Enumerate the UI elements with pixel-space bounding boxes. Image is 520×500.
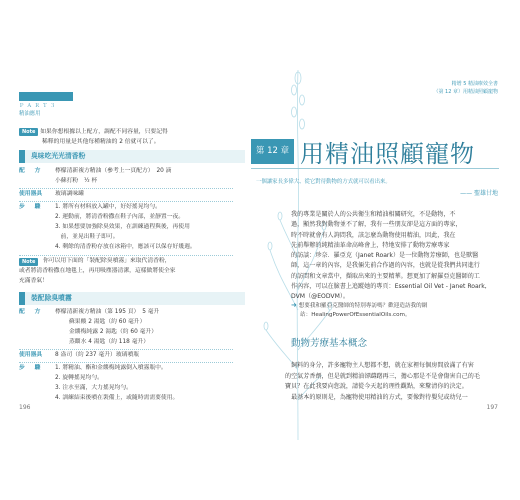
part-label-box <box>19 92 73 101</box>
step-line: 1. 將精油、酯和金縷梅純露倒入噴霧瓶中。 <box>55 365 167 371</box>
recipe-line: 檸檬清新複方精油（參考上一頁配方） 20 滴 <box>55 168 172 174</box>
note-line: 或者將清香粉撒在地毯上，再用吸塵器清潔，這樣做將使全家 <box>19 268 176 274</box>
side-question-line1: 想要我和羅亞克醫師的特別專訪嗎？歡迎造訪我的網 <box>298 303 428 309</box>
section-title-text: 裝配除臭噴霧 <box>31 294 72 302</box>
steps-label: 步 驟 <box>19 204 43 210</box>
section-title-deodorizing-spray <box>19 292 245 305</box>
body-paragraph-2 <box>285 361 499 403</box>
page-number-left: 196 <box>19 404 31 411</box>
note-text-line1: 如果你想根據以上配方，調配不同容量，只要記得 <box>40 129 168 135</box>
step-line: 4. 剩餘的清香粉存放在冰箱中，應該可以保存好幾週。 <box>55 244 196 250</box>
body-line: 飼料的身分，許多寵物主人想都不想，就在家裡每個房間放滿了有害 <box>285 362 474 369</box>
divider <box>19 362 233 363</box>
note-line: 充滿香氣！ <box>19 278 48 284</box>
chapter-rule <box>251 168 499 169</box>
body-line: 的空氣芳香劑，但是就到精油卻躊躇再三，擔心那是不是會傷害自己的毛 <box>285 372 480 380</box>
chapter-epigraph: 一個讓家長多偉大、從它對待動物的方式就可以看出來。 <box>256 179 391 185</box>
section-title-deodorizing-powder <box>19 150 245 163</box>
recipe-line: 金縷梅純露 2 湯匙（約 60 毫升） <box>69 329 157 335</box>
steps-label: 步 驟 <box>19 365 43 371</box>
section-title-text: 臭味吃光光清香粉 <box>31 152 86 160</box>
sub-heading: 動物芳療基本概念 <box>291 338 368 349</box>
note-badge: Note <box>19 258 38 266</box>
tools-label: 使用器具 <box>19 352 43 358</box>
chapter-label: 第 12 章 <box>251 139 294 164</box>
step-line: 3. 注水至滿，大力搖晃均勻。 <box>55 385 132 391</box>
epigraph-author: —— 聖雄甘地 <box>460 190 498 197</box>
step-line: 2. 運動前，將清香粉撒在鞋子內部，並靜置一夜。 <box>55 214 185 220</box>
part-label: Ｐ Ａ Ｒ Ｔ ３ <box>19 103 56 109</box>
tools-value: 玻璃調味罐 <box>55 191 84 197</box>
note-text-line2: 稀釋的用量是其他每種精油的 2 倍就可以了。 <box>42 138 160 145</box>
note-line: 你可以用下面的「裝配除臭噴霧」來取代清香粉， <box>43 258 171 264</box>
divider <box>19 188 233 189</box>
recipe-block-1 <box>19 167 233 287</box>
recipe-label: 配 方 <box>19 168 43 174</box>
step-line: 3. 如果想要加強除臭效果，在訓練過程與後，再使用 <box>55 224 190 230</box>
section-accent-bar <box>19 150 25 163</box>
divider <box>19 349 233 350</box>
body-line: 作內容，可以在臉書上追蹤她的專頁：Essential Oil Vet - Janet Roark, <box>291 283 487 291</box>
recipe-line: 檸檬清新複方精油（第 195 頁） 5 毫升 <box>55 309 160 315</box>
body-line: 最基本的原則是，為寵物使用精油的方式，要像對待嬰兒或幼兒一 <box>285 393 468 401</box>
arrow-icon: ➜ <box>291 301 297 309</box>
section-accent-bar <box>19 292 25 305</box>
chapter-title: 用精油照顧寵物 <box>300 140 475 168</box>
recipe-block-2 <box>19 308 233 418</box>
recipe-line: 小蘇打粉 ½ 杯 <box>55 178 98 184</box>
page-number-right: 197 <box>486 404 498 411</box>
body-line: 我的專業是關於人的公共衛生和精油相關研究，不是動物，不 <box>291 211 456 218</box>
running-head <box>433 81 498 96</box>
side-question <box>291 301 501 319</box>
step-line: 4. 訓練結束後噴在裝備上，或隨時需需要使用。 <box>55 395 179 401</box>
recipe-line: 蘇果酸 2 湯匙（約 60 毫升） <box>69 319 146 325</box>
recipe-line: 蒸餾水 4 湯匙（約 118 毫升） <box>69 339 150 345</box>
recipe-label: 配 方 <box>19 309 43 315</box>
side-question-line2: 站：HealingPowerOfEssentialOils.com。 <box>300 311 411 318</box>
tools-label: 使用器具 <box>19 191 43 197</box>
body-line: 的訪談：珍奈．羅亞克（Janet Roark）是一位動物芳療師，也是獸醫 <box>291 252 479 260</box>
note-block-1 <box>19 128 234 147</box>
body-line: 先前舉辦的純精油革命高峰會上，特地安排了動物芳療專家 <box>291 241 450 249</box>
body-line: DVM（@EODVM）。 <box>291 293 349 301</box>
step-line: 1. 將所有材料放入罐中，好好搖晃均勻。 <box>55 204 161 210</box>
body-line: 過，顯然我對動物並不了解，我有一些朋友卻是這方面的專家， <box>291 221 462 229</box>
step-line: 2. 旋轉搖晃均勻。 <box>55 375 103 381</box>
running-head-line: 精增 5 精油療效全書 <box>451 81 498 87</box>
divider <box>19 255 233 256</box>
divider <box>19 201 233 202</box>
body-line: 的訪問和文章當中，擷取出來的主要精華。想更加了解羅亞克醫師的工 <box>291 272 480 280</box>
part-title: 精油應用 <box>19 111 41 117</box>
note-badge: Note <box>19 128 38 136</box>
tools-value: 8 盎司（約 237 毫升）玻璃噴瓶 <box>55 352 140 358</box>
intro-paragraph <box>291 210 499 303</box>
step-line: 前，並晃出鞋子即可。 <box>55 234 119 240</box>
body-line: 寶貝？在此我要向您說，請從今天起的理性觀點，來釐清你的決定。 <box>285 383 468 391</box>
body-line: 時不時就會有人詢問我，該怎麼為動物使用精油，因此，我在 <box>291 231 456 239</box>
running-head-line: （第 12 章）用精油照顧寵物 <box>433 88 498 95</box>
body-line: 師，這一章的內容，是我倆先前合作過的內容，也就是從我們共同進行 <box>291 262 480 270</box>
